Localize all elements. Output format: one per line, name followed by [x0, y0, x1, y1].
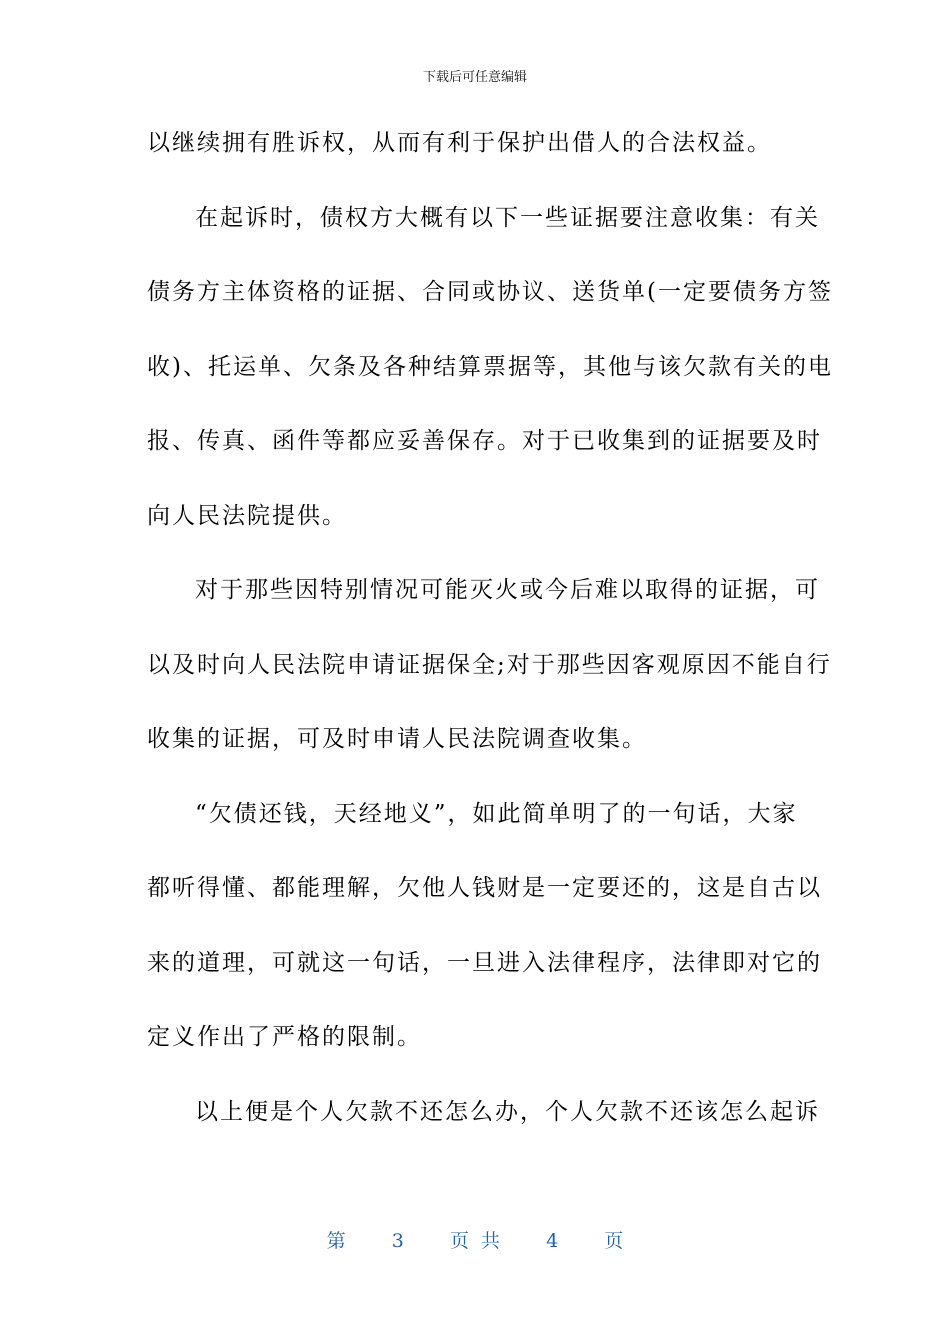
body-line: 收集的证据，可及时申请人民法院调查收集。 [147, 726, 647, 752]
body-line: 都听得懂、都能理解，欠他人钱财是一定要还的，这是自古以 [147, 875, 822, 901]
page-footer [0, 1226, 950, 1253]
body-line: 对于那些因特别情况可能灭火或今后难以取得的证据，可 [195, 577, 820, 603]
body-line: 债务方主体资格的证据、合同或协议、送货单(一定要债务方签 [147, 279, 833, 305]
body-line: 在起诉时，债权方大概有以下一些证据要注意收集：有关 [195, 204, 820, 231]
body-line: 来的道理，可就这一句话，一旦进入法律程序，法律即对它的 [147, 949, 822, 976]
footer-middle: 页 共 [449, 1230, 501, 1252]
body-line: 定义作出了严格的限制。 [147, 1024, 422, 1050]
body-line: 以继续拥有胜诉权，从而有利于保护出借人的合法权益。 [147, 130, 772, 156]
footer-suffix: 页 [604, 1230, 624, 1252]
document-body [147, 118, 833, 1161]
footer-prefix: 第 [326, 1230, 346, 1252]
body-line: 以上便是个人欠款不还怎么办，个人欠款不还该怎么起诉 [195, 1098, 820, 1125]
body-line: 向人民法院提供。 [147, 502, 347, 529]
total-page-number: 4 [546, 1230, 559, 1252]
current-page-number: 3 [391, 1230, 404, 1252]
page-header: 下载后可任意编辑 [422, 70, 527, 85]
body-line: “欠债还钱，天经地义”，如此简单明了的一句话，大家 [195, 800, 798, 827]
body-line: 收)、托运单、欠条及各种结算票据等，其他与该欠款有关的电 [147, 353, 833, 380]
body-line: 报、传真、函件等都应妥善保存。对于已收集到的证据要及时 [147, 428, 822, 454]
body-line: 以及时向人民法院申请证据保全;对于那些因客观原因不能自行 [147, 651, 832, 678]
